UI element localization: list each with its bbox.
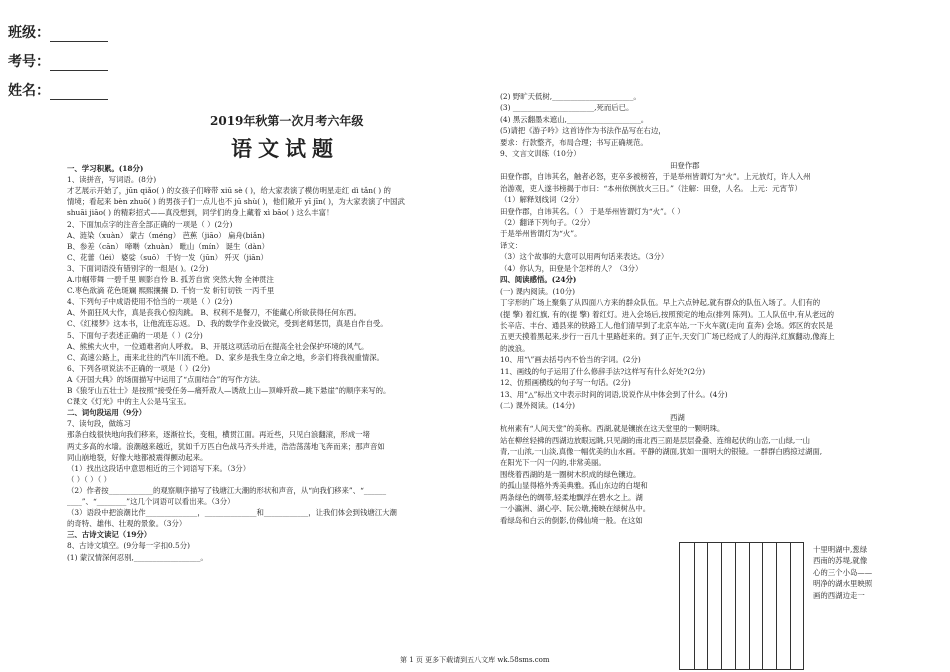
left-text-line: C、高速公路上，南来北往的汽车川流不绝。 D、家乡是我生身立命之地，乡亲们将我视重情深。 <box>67 352 384 362</box>
right-text-line: （3）这个故事的大意可以用两句话来表达。（3分） <box>500 252 669 262</box>
right-text-line: 的波浪。 <box>500 343 530 353</box>
left-text-line: A.巾帼带舞 一碧千里 顾影自怜 B. 孤芳自赏 突然大物 全神贯注 <box>67 275 274 284</box>
right-text-line: 的孤山显得格外秀美典雅。孤山东边的白堤和 <box>500 481 648 491</box>
side-text-line: 西南的苏堤,就像 <box>813 556 868 566</box>
side-text-line: 明净的湖水里映照 <box>813 579 873 589</box>
right-text-line: (2) 野旷天低树,______________________。 <box>500 92 641 101</box>
grid-line <box>776 543 777 669</box>
header-field <box>8 80 108 100</box>
right-text-line: 9、文言文训练（10分） <box>500 149 581 159</box>
right-text-line: 两条绿色的绸带,轻柔地飘浮在碧水之上。湖 <box>500 492 643 502</box>
right-text-line: (5)请把《游子吟》这首诗作为书法作品写在右边， <box>500 126 666 136</box>
left-text-line: C、《红楼梦》这本书，让他流连忘返。 D、我的数学作业没做完，受到老师惩罚，真是自作自受。 <box>67 319 388 329</box>
right-text-line: 治游观，吏人遂书榜揭于市曰：“本州依例放火三日。”（注解：田登，人名。 上元：元宵节） <box>500 183 802 193</box>
right-text-line: 丁字形的广场上聚集了从四面八方来的群众队伍。早上六点钟起,就有群众的队伍入场了。人们有的 <box>500 298 821 308</box>
right-text-line: (3) ______________________,死而后已。 <box>500 103 634 113</box>
right-text-line: 四、阅读感悟。(24分) <box>500 275 577 285</box>
left-text-line: A、熊熊大火中，一位通难者向人呼救。 B、开展这项活动后在提高全社会保护环境的风气。 <box>67 341 369 351</box>
grid-line <box>707 543 708 669</box>
header-field-blank[interactable] <box>50 58 108 71</box>
right-text-line: 一小瀛洲、湖心亭、阮公墩,掩映在绿树丛中。 <box>500 504 651 514</box>
exam-title: 2019年秋第一次月考六年级 <box>210 114 364 128</box>
right-text-line: 看绿岛和白云的倒影,仿佛仙境一般。在这如 <box>500 515 643 525</box>
right-text-line: 长辛店、丰台、通县来的铁路工人,他们清早到了北京车站,一下火车就(走向 直奔) 会场。郊区的农民是 <box>500 321 833 330</box>
left-text-line: C、花蕾（léi） 婆娑（suō） 千钧一发（jūn） 歼灭（jiān） <box>67 252 268 262</box>
right-text-line: 田登作郡，自讳其名，触者必怒，吏卒多被榜笞，于是举州皆谓灯为“火”。上元放灯，许人入州 <box>500 172 811 182</box>
right-text-line: 西湖 <box>670 412 685 422</box>
header-field-blank[interactable] <box>50 87 108 100</box>
right-text-line: 于是举州皆谓灯为“火”。 <box>500 229 582 239</box>
left-text-line: C.枣色欲滴 花色斑斓 熙熙攘攘 D. 千钧一发 斩钉切铁 一丙千里 <box>67 286 275 296</box>
left-text-line: A《开国大典》的场面描写中运用了“点面结合”的写作方法。 <box>67 374 265 384</box>
grid-line <box>790 543 791 669</box>
left-text-line: 的奇特、雄伟、壮观的景象。（3分） <box>67 519 187 529</box>
left-text-line: 同山崩地裂，好像大地都被震得颤动起来。 <box>67 452 208 462</box>
left-text-line: （3）语段中把浪潮比作______________，______________和____________，让我们体会到钱塘江大潮 <box>67 508 397 518</box>
left-text-line: B《狼牙山五壮士》是按照“接受任务—痛歼敌人—诱敌上山—顶峰歼敌—跳下悬崖”的顺序来写的。 <box>67 386 391 395</box>
left-text-line: (1) 蒙汉情深何忍别,__________________。 <box>67 552 208 562</box>
grid-line <box>694 543 695 669</box>
left-text-line: 那条白线很快地向我们移来，逐渐拉长，变粗，横贯江面。再近些，只见白浪翻滚，形成一堵 <box>67 430 371 440</box>
right-text-line: 田登作郡 <box>670 160 700 170</box>
side-text-line: 心的三个小岛—— <box>813 567 873 577</box>
right-text-line: （2）翻译下列句子。（2分） <box>500 217 595 227</box>
right-text-line: （4）你认为，田登是个怎样的人？（3分） <box>500 263 643 273</box>
right-text-line: 杭州素有“人间天堂”的美称。西湖,就是镶嵌在这天堂里的一颗明珠。 <box>500 424 725 434</box>
left-text-line: 两丈多高的水墙。浪潮越来越近，犹如千万匹白色战马齐头并进，浩浩荡荡地飞奔而来；那声音如 <box>67 441 385 451</box>
right-text-line: 译文： <box>500 240 523 250</box>
left-text-line: （2）作者按____________的观察顺序描写了钱塘江大潮的形状和声音，从“向我们移来”、“______ <box>67 485 387 495</box>
left-text-line: （ ）（ ）（ ） <box>67 474 111 484</box>
left-text-line: B、参差（cān） 啼啭（zhuàn） 毗山（mín） 诞生（dàn） <box>67 241 270 251</box>
left-text-line: 4、下列句子中成语使用不恰当的一项是（ ）(2分) <box>67 297 233 307</box>
left-text-line: 才艺展示开始了，jūn qiǎo( ) 的女孩子们啼带 xiū sè ( )，给大家表演了模仿明星走红 dì tǎn( ) 的 <box>67 186 391 196</box>
right-text-line: 要求：行款整齐，布局合理；书写正确规范。 <box>500 137 648 147</box>
left-text-line: 一、学习积累。(18分) <box>67 164 144 173</box>
side-text-line: 画的西湖边走一 <box>813 590 865 600</box>
left-text-line: （1）找出这段话中意思相近的三个词语写下来。（3分） <box>67 463 251 473</box>
right-text-line: 田登作郡，自讳其名。（ ） 于是举州皆谓灯为“火”。（ ） <box>500 206 685 216</box>
header-field <box>8 51 108 71</box>
left-text-line: A、涟染（xuàn） 蒙古（méng） 芭蕉（jiāo） 扁舟(biǎn) <box>67 230 265 240</box>
header-field-blank[interactable] <box>50 29 108 42</box>
left-text-line: 三、古诗文读记（19分） <box>67 530 152 540</box>
grid-line <box>762 543 763 669</box>
header-field-label: 考号： <box>8 54 50 70</box>
right-text-line: 青,一山浓,一山淡,真像一幅优美的山水画。平静的湖面,犹如一面明大的银镜。一群群白鸥掠过湖面, <box>500 446 823 456</box>
left-text-line: 2、下面加点字的注音全部正确的一项是（ ）(2分) <box>67 219 233 229</box>
grid-line <box>749 543 750 669</box>
right-text-line: (一) 课内阅读。(10分) <box>500 286 576 296</box>
left-text-line: 7、读句段，做练习 <box>67 419 131 429</box>
right-text-line: 在阳光下一闪一闪的,非常美丽。 <box>500 458 606 468</box>
header-field <box>8 22 108 42</box>
page-footer: 第 1 页 更多下载请到五八文库 wk.58sms.com <box>400 656 550 664</box>
left-text-line: 5、下面句子表述正确的一项是（ ）(2分) <box>67 330 203 340</box>
calligraphy-grid <box>679 542 804 670</box>
right-text-line: 12、仿照画横线的句子写一句话。(2分) <box>500 378 631 388</box>
right-text-line: 五更天摸着黑起来,步行一百几十里路赶来的。到了正午,天安门广场已经成了人的海洋,红旗翻动,像海上 <box>500 332 835 342</box>
grid-line <box>721 543 722 669</box>
header-field-label: 姓名： <box>8 83 50 99</box>
left-text-line: 3、下面词语没有错别字的一组是( )。(2分) <box>67 263 209 273</box>
right-text-line: 围绕着西湖的是一圈树木织成的绿色镶边。 <box>500 469 641 479</box>
right-text-line: 13、用“△”标出文中表示时间的词语,说说作从中体会到了什么。(4分) <box>500 389 728 399</box>
right-text-line: (提 擎) 着红旗, 有的(提 擎) 着红灯。进入会场后,按照预定的地点(排列 陈列)。工人队伍中,有从老远的 <box>500 309 835 319</box>
right-text-line: 10、用“\”画去括号内不恰当的字词。(2分) <box>500 355 641 365</box>
left-text-line: C课文《灯光》中的主人公是马宝玉。 <box>67 397 191 407</box>
right-text-line: 11、画线的句子运用了什么修辞手法?这样写有什么好处?(2分) <box>500 366 706 376</box>
right-text-line: (4) 黑云翻墨未遮山,____________________。 <box>500 114 649 124</box>
right-text-line: （1）解释划线词（2分） <box>500 195 584 205</box>
left-text-line: ____”、“________”这几个词语可以看出来。（3分） <box>67 497 235 506</box>
header-field-label: 班级： <box>8 25 50 41</box>
left-text-line: shuāi jiāo( ) 的精彩招式——真没想到，同学们的身上藏着 xì bāo( ) 这么丰富！ <box>67 208 334 218</box>
left-text-line: 8、古诗文填空。(9分每一字扣0.5分) <box>67 541 191 551</box>
left-text-line: A、外面狂风大作，真是丧我心惊肉跳。 B、权利不是餐刀，不能藏心所欲获得任何东西。 <box>67 308 361 318</box>
left-text-line: 二、词句段运用（9分） <box>67 408 147 418</box>
subject-title: 语文试题 <box>231 136 339 161</box>
grid-line <box>735 543 736 669</box>
left-text-line: 情境；看起来 bèn zhuō( ) 的男孩子们一点儿也不 jū shù( )，他们敞开 yī jīn( )，为大家表演了中国武 <box>67 197 405 207</box>
left-text-line: 1、读拼音，写词语。(8分) <box>67 175 157 185</box>
side-text-line: 十里明湖中,葱绿 <box>813 545 868 554</box>
left-text-line: 6、下列各项说法不正确的一项是（ ）(2分) <box>67 363 211 373</box>
right-text-line: 站在柳丝轻拂的西湖边放眼远眺,只见湖的南北西三面是层层叠叠、连绵起伏的山峦,一山绿,一山 <box>500 435 811 445</box>
right-text-line: (二) 课外阅读。(14分) <box>500 401 576 411</box>
